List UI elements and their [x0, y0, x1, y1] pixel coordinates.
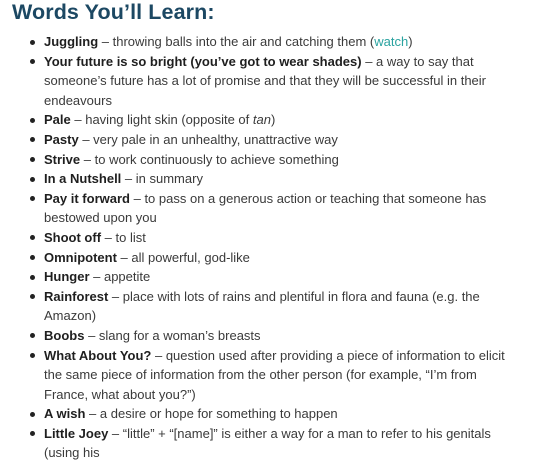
term: Rainforest [44, 288, 109, 304]
list-item [0, 169, 533, 189]
term: A wish [44, 406, 86, 422]
bullet-icon [30, 255, 35, 260]
separator: – [108, 288, 123, 304]
list-item [0, 130, 533, 150]
bullet-icon [30, 412, 35, 417]
term: Pale [44, 112, 71, 128]
list-item [0, 404, 533, 424]
bullet-icon [30, 333, 35, 338]
separator: – [116, 249, 132, 265]
italic-word: tan [252, 112, 271, 128]
term: Little Joey [44, 425, 109, 441]
definition: to list [115, 229, 146, 245]
bullet-icon [30, 137, 35, 142]
page-heading: Words You’ll Learn: [12, 0, 215, 24]
definition: a desire or hope for something to happen [99, 406, 338, 422]
separator: – [89, 269, 104, 285]
separator: – [84, 327, 99, 343]
bullet-icon [30, 294, 35, 299]
watch-link[interactable]: watch [374, 34, 409, 49]
definition: all powerful, god-like [131, 249, 250, 265]
bullet-icon [30, 196, 35, 201]
bullet-icon [30, 235, 35, 240]
list-item [0, 150, 533, 170]
list-item [0, 424, 533, 463]
definition-suffix: ) [408, 34, 413, 49]
definition: very pale in an unhealthy, unattractive way [93, 131, 338, 147]
list-item [0, 346, 533, 405]
list-item [0, 110, 533, 130]
separator: – [121, 171, 136, 187]
term: Pay it forward [44, 190, 130, 206]
definition: slang for a woman’s breasts [98, 327, 261, 343]
separator: – [98, 34, 113, 49]
bullet-icon [30, 40, 35, 45]
list-item [0, 228, 533, 248]
term: Your future is so bright (you’ve got to wear shades) [44, 53, 362, 69]
definition: “little” + “[name]” is either a way for a man to refer to his genitals (using his [44, 425, 491, 461]
bullet-icon [30, 431, 35, 436]
bullet-icon [30, 59, 35, 64]
definition: appetite [103, 269, 151, 285]
definition: having light skin (opposite of [85, 112, 253, 128]
list-item [0, 52, 533, 111]
list-item [0, 248, 533, 268]
definition: question used after providing a piece of information to elicit the same piece of information from the other person (for example, “I’m from France, what about you?”) [44, 347, 505, 402]
definition: in summary [135, 171, 203, 187]
separator: – [129, 190, 145, 206]
list-item [0, 287, 533, 326]
bullet-icon [30, 157, 35, 162]
term: Pasty [44, 131, 79, 147]
list-item [0, 326, 533, 346]
list-item [0, 189, 533, 228]
bullet-icon [30, 118, 35, 123]
separator: – [85, 406, 100, 422]
vocabulary-list [0, 32, 533, 463]
definition: to work continuously to achieve something [94, 151, 339, 167]
list-item [0, 32, 533, 52]
term: Strive [44, 151, 81, 167]
term: Shoot off [44, 229, 102, 245]
definition: to pass on a generous action or teaching that someone has bestowed upon you [44, 190, 487, 226]
separator: – [78, 131, 94, 147]
bullet-icon [30, 275, 35, 280]
separator: – [361, 53, 377, 69]
term: In a Nutshell [44, 171, 122, 187]
list-item [0, 267, 533, 287]
bullet-icon [30, 353, 35, 358]
term: Hunger [44, 269, 90, 285]
bullet-icon [30, 177, 35, 182]
separator: – [80, 151, 95, 167]
term: Omnipotent [44, 249, 117, 265]
term: Boobs [44, 327, 85, 343]
term: What About You? [44, 347, 152, 363]
separator: – [70, 112, 86, 128]
definition-suffix: ) [270, 112, 276, 128]
separator: – [151, 347, 166, 363]
definition: place with lots of rains and plentiful in flora and fauna (e.g. the Amazon) [44, 288, 480, 324]
separator: – [108, 425, 123, 441]
definition: throwing balls into the air and catching them ( [112, 34, 375, 49]
term: Juggling [44, 34, 99, 49]
definition: a way to say that someone’s future has a lot of promise and that they will be successful in their endeavours [44, 53, 486, 108]
separator: – [101, 229, 116, 245]
